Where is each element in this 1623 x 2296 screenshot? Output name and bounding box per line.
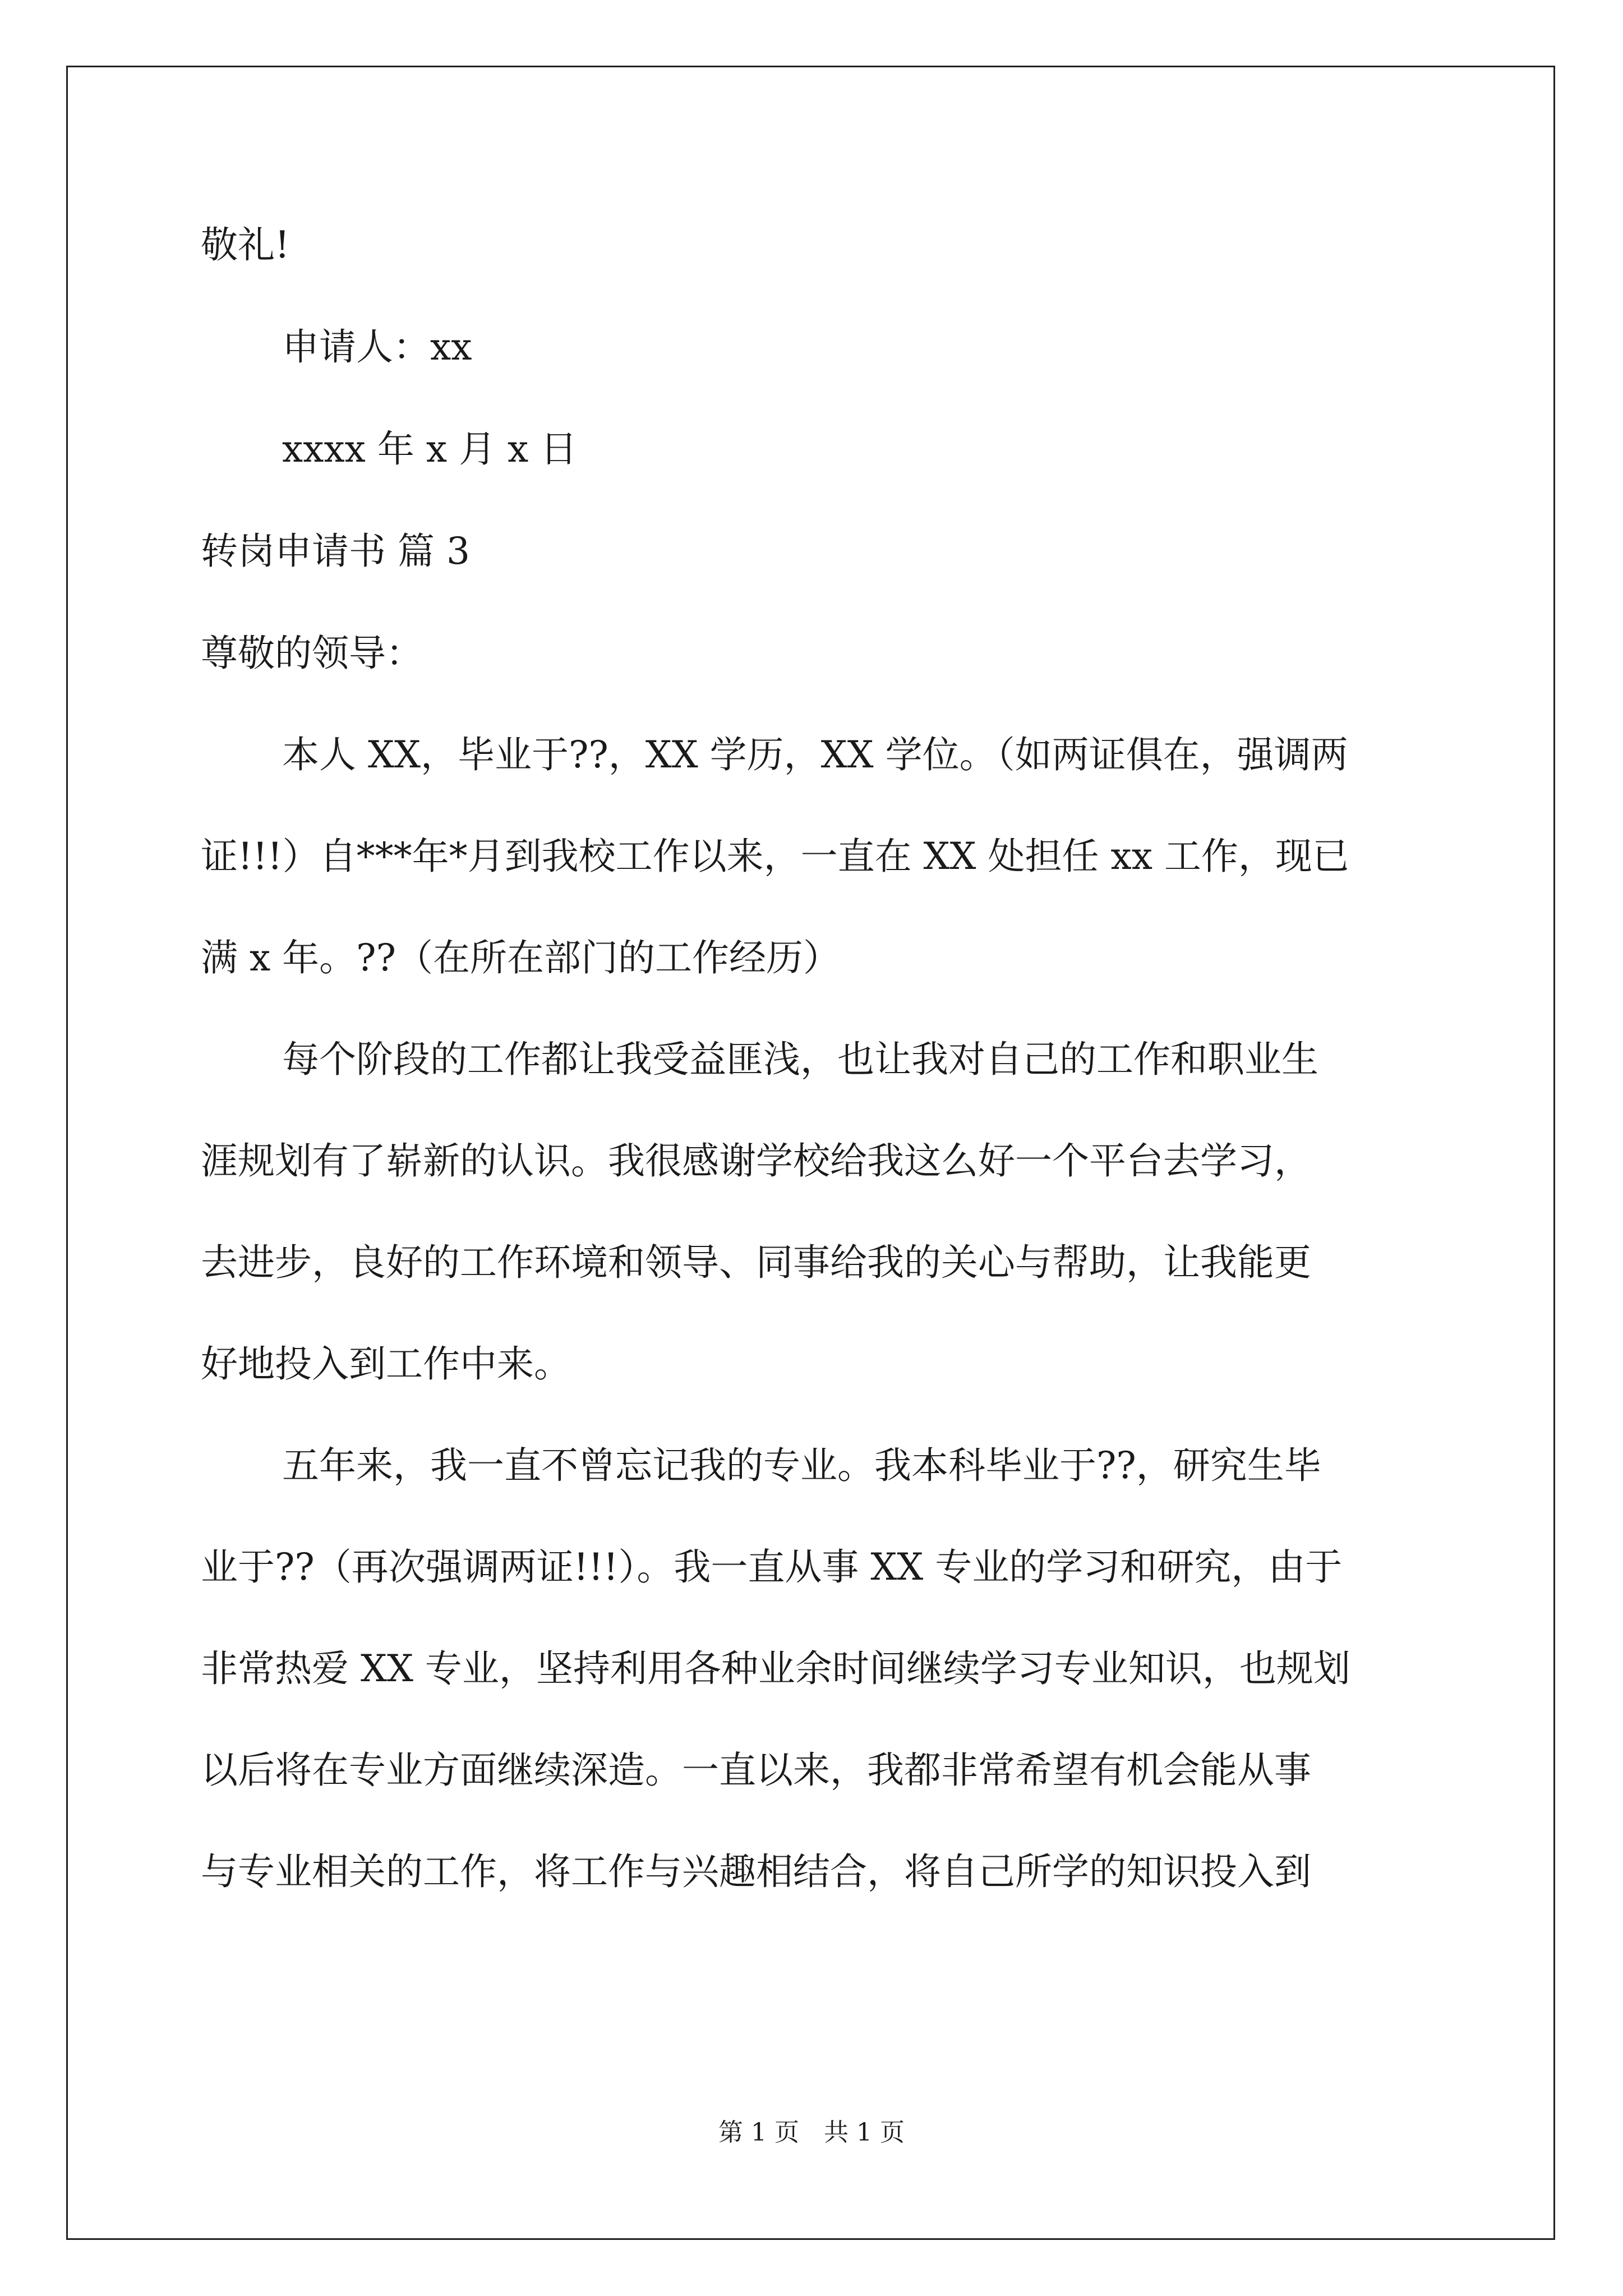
paragraph-line: 五年来，我一直不曾忘记我的专业。我本科毕业于??，研究生毕 bbox=[282, 1444, 1321, 1487]
paragraph-line: 每个阶段的工作都让我受益匪浅，也让我对自己的工作和职业生 bbox=[282, 1038, 1318, 1081]
applicant-line: 申请人：xx bbox=[282, 325, 472, 369]
paragraph-line: 业于??（再次强调两证!!!）。我一直从事 XX 专业的学习和研究，由于 bbox=[201, 1545, 1343, 1589]
paragraph-2 bbox=[201, 1034, 1423, 1389]
paragraph-line: 非常热爱 XX 专业，坚持利用各种业余时间继续学习专业知识，也规划 bbox=[201, 1647, 1350, 1690]
paragraph-line: 满 x 年。??（在所在部门的工作经历） bbox=[201, 936, 840, 979]
date-line: xxxx 年 x 月 x 日 bbox=[282, 427, 578, 471]
paragraph-line: 本人 XX，毕业于??，XX 学历，XX 学位。（如两证俱在，强调两 bbox=[282, 733, 1348, 776]
paragraph-line: 与专业相关的工作，将工作与兴趣相结合，将自己所学的知识投入到 bbox=[201, 1850, 1311, 1893]
document-body bbox=[201, 220, 1423, 1897]
paragraph-line: 以后将在专业方面继续深造。一直以来，我都非常希望有机会能从事 bbox=[201, 1749, 1311, 1792]
closing-line: 敬礼! bbox=[201, 223, 290, 266]
paragraph-line: 好地投入到工作中来。 bbox=[201, 1342, 571, 1386]
document-heading: 转岗申请书 篇 3 bbox=[201, 530, 470, 573]
paragraph-3 bbox=[201, 1441, 1423, 1897]
salutation-line: 尊敬的领导： bbox=[201, 632, 423, 675]
paragraph-line: 去进步，良好的工作环境和领导、同事给我的关心与帮助，让我能更 bbox=[201, 1241, 1311, 1284]
paragraph-line: 证!!!）自***年*月到我校工作以来，一直在 XX 处担任 xx 工作，现已 bbox=[201, 835, 1349, 878]
paragraph-1 bbox=[201, 730, 1423, 983]
page-number-footer: 第 1 页 共 1 页 bbox=[718, 2118, 905, 2147]
paragraph-line: 涯规划有了崭新的认识。我很感谢学校给我这么好一个平台去学习， bbox=[201, 1139, 1311, 1182]
